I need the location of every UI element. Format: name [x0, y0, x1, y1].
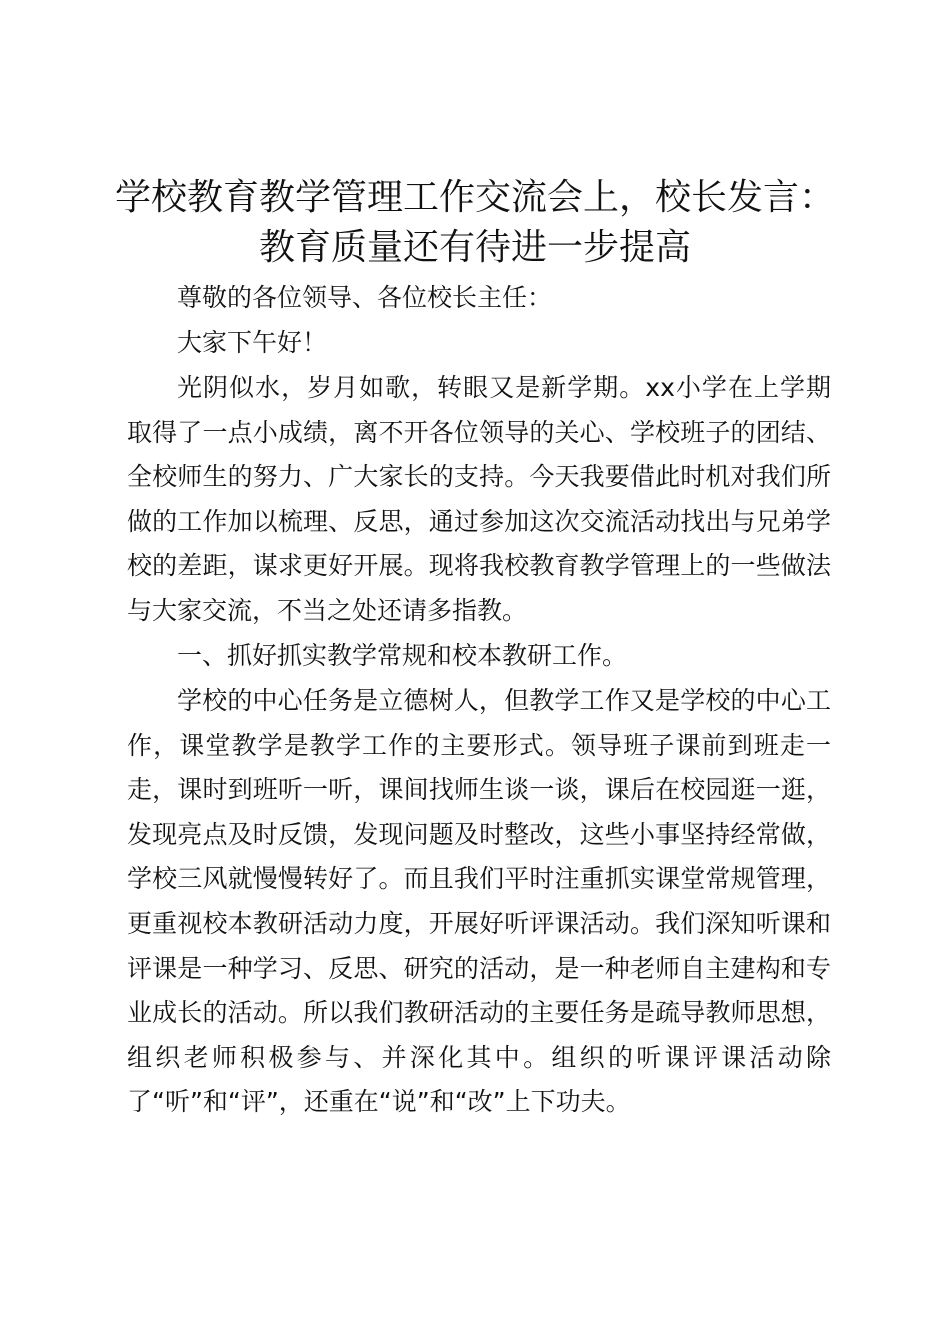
greeting-paragraph: 大家下午好！	[177, 328, 328, 357]
section-1-paragraph: 学校的中心任务是立德树人，但教学工作又是学校的中心工作，课堂教学是教学工作的主要形式。领导班子课前到班走一走，课时到班听一听，课间找师生谈一谈，课后在校园逛一逛，发现亮点及时反馈，发现问题及时整改，这些小事坚持经常做，学校三风就慢慢转好了。而且我们平时注重抓实课堂常规管理，更重视校本教研活动力度，开展好听评课活动。我们深知听课和评课是一种学习、反思、研究的活动，是一种老师自主建构和专业成长的活动。所以我们教研活动的主要任务是疏导教师思想，组织老师积极参与、并深化其中。组织的听课评课活动除了“听”和“评”，还重在“说”和“改”上下功夫。	[127, 686, 831, 1117]
salutation-paragraph: 尊敬的各位领导、各位校长主任：	[177, 283, 553, 312]
intro-paragraph: 光阴似水，岁月如歌，转眼又是新学期。xx小学在上学期取得了一点小成绩，离不开各位领导的关心、学校班子的团结、全校师生的努力、广大家长的支持。今天我要借此时机对我们所做的工作加以梳理、反思，通过参加这次交流活动找出与兄弟学校的差距，谋求更好开展。现将我校教育教学管理上的一些做法与大家交流，不当之处还请多指教。	[127, 373, 831, 625]
section-heading-1: 一、抓好抓实教学常规和校本教研工作。	[177, 641, 628, 670]
document-title-line-1: 学校教育教学管理工作交流会上，校长发言：	[114, 177, 835, 218]
document-title-line-2: 教育质量还有待进一步提高	[258, 227, 691, 268]
